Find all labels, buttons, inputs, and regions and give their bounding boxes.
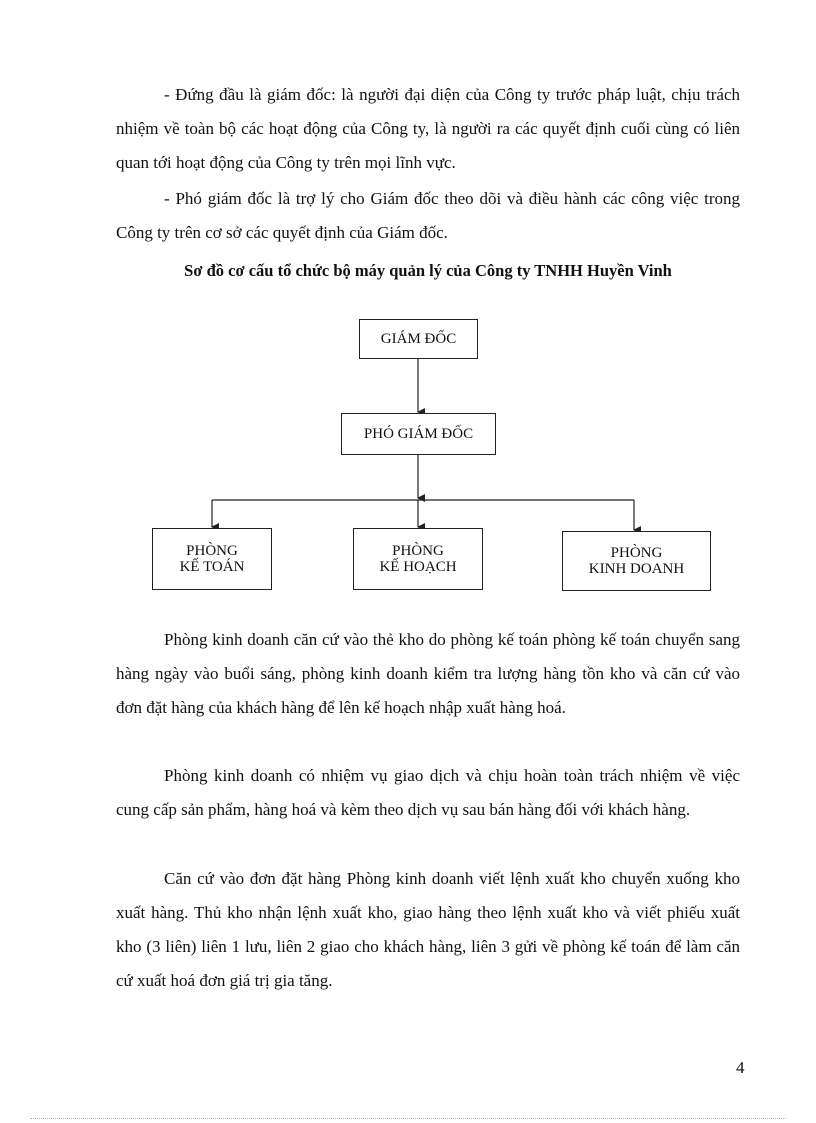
box-planning-line2: KẾ HOẠCH <box>379 559 457 575</box>
box-director <box>359 319 478 359</box>
box-business-dept <box>562 531 711 591</box>
box-director-label: GIÁM ĐỐC <box>380 331 457 347</box>
paragraph-business-dept-duties: Phòng kinh doanh căn cứ vào thẻ kho do phòng kế toán phòng kế toán chuyển sang hàng ngày vào buổi sáng, phòng kinh doanh kiểm tra lượng hàng tồn kho và căn cứ vào đơn đặt hàng của khách hàng để lên kế hoạch nhập xuất hàng hoá. <box>116 630 740 717</box>
box-accounting-line2: KẾ TOÁN <box>179 559 245 575</box>
box-business-line2: KINH DOANH <box>588 561 685 577</box>
paragraph-warehouse-process: Căn cứ vào đơn đặt hàng Phòng kinh doanh viết lệnh xuất kho chuyển xuống kho xuất hàng. Thủ kho nhận lệnh xuất kho, giao hàng theo lệnh xuất kho và viết phiếu xuất kho (3 liên) liên 1 lưu, liên 2 giao cho khách hàng, liên 3 gửi về phòng kế toán để làm căn cứ xuất hoá đơn giá trị gia tăng. <box>116 869 740 990</box>
box-accounting-dept <box>152 528 272 590</box>
paragraph-director-role: - Đứng đầu là giám đốc: là người đại diện của Công ty trước pháp luật, chịu trách nhiệm về toàn bộ các hoạt động của Công ty, là người ra các quyết định cuối cùng có liên quan tới hoạt động của Công ty trên mọi lĩnh vực. <box>116 85 740 172</box>
box-business-line1: PHÒNG <box>610 545 663 561</box>
page-number: 4 <box>736 1058 745 1077</box>
box-deputy-director <box>341 413 496 455</box>
paragraph-deputy-role: - Phó giám đốc là trợ lý cho Giám đốc theo dõi và điều hành các công việc trong Công ty trên cơ sở các quyết định của Giám đốc. <box>116 189 740 242</box>
box-planning-dept <box>353 528 483 590</box>
box-planning-line1: PHÒNG <box>392 543 444 559</box>
footer-divider <box>30 1118 786 1119</box>
box-accounting-line1: PHÒNG <box>186 543 238 559</box>
diagram-title: Sơ đồ cơ cấu tổ chức bộ máy quản lý của Công ty TNHH Huyền Vinh <box>184 261 672 280</box>
box-deputy-label: PHÓ GIÁM ĐỐC <box>363 426 474 442</box>
paragraph-business-dept-responsibility: Phòng kinh doanh có nhiệm vụ giao dịch và chịu hoàn toàn trách nhiệm về việc cung cấp sản phẩm, hàng hoá và kèm theo dịch vụ sau bán hàng đối với khách hàng. <box>116 766 740 819</box>
